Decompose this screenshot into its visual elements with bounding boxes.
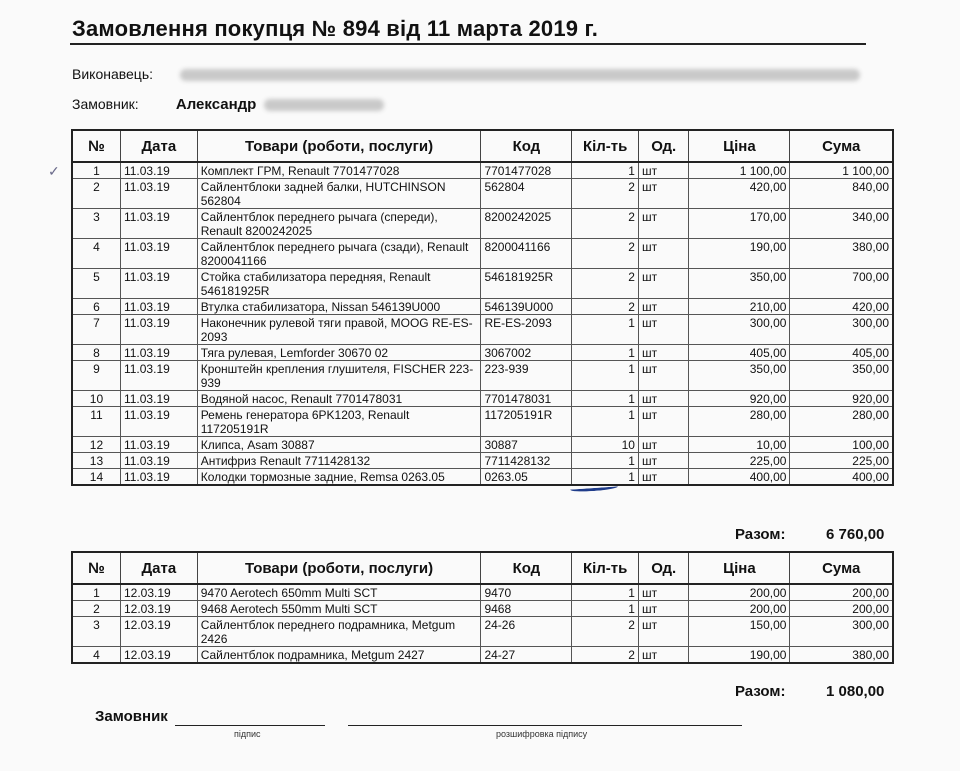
items-table-1	[71, 129, 894, 486]
cell-price: 400,00	[689, 469, 790, 486]
cell-goods: Сайлентблок переднего подрамника, Metgum 2426	[197, 617, 481, 647]
cell-price: 350,00	[689, 361, 790, 391]
col-header-unit: Од.	[638, 552, 688, 584]
cell-date: 12.03.19	[120, 647, 197, 664]
cell-sum: 420,00	[790, 299, 893, 315]
table-row	[72, 453, 893, 469]
cell-price: 920,00	[689, 391, 790, 407]
cell-date: 11.03.19	[120, 469, 197, 486]
cell-sum: 340,00	[790, 209, 893, 239]
cell-qty: 2	[572, 617, 639, 647]
cell-price: 405,00	[689, 345, 790, 361]
cell-unit: шт	[638, 647, 688, 664]
col-header-qty: Кіл-ть	[572, 552, 639, 584]
table-row	[72, 179, 893, 209]
cell-date: 11.03.19	[120, 407, 197, 437]
cell-unit: шт	[638, 453, 688, 469]
cell-unit: шт	[638, 315, 688, 345]
cell-unit: шт	[638, 361, 688, 391]
table-row	[72, 617, 893, 647]
table-row	[72, 162, 893, 179]
cell-code: 9470	[481, 584, 572, 601]
cell-no: 4	[72, 647, 120, 664]
customer-name: Александр	[175, 96, 257, 113]
cell-sum: 280,00	[790, 407, 893, 437]
cell-goods: Втулка стабилизатора, Nissan 546139U000	[197, 299, 481, 315]
cell-code: 24-27	[481, 647, 572, 664]
cell-goods: Комплект ГРМ, Renault 7701477028	[197, 162, 481, 179]
col-header-goods: Товари (роботи, послуги)	[197, 552, 481, 584]
col-header-date: Дата	[120, 130, 197, 162]
cell-sum: 400,00	[790, 469, 893, 486]
cell-qty: 2	[572, 647, 639, 664]
total-value-2: 1 080,00	[826, 683, 885, 700]
table-row	[72, 361, 893, 391]
cell-code: 546139U000	[481, 299, 572, 315]
cell-qty: 2	[572, 239, 639, 269]
cell-date: 11.03.19	[120, 453, 197, 469]
cell-unit: шт	[638, 469, 688, 486]
cell-unit: шт	[638, 407, 688, 437]
cell-price: 225,00	[689, 453, 790, 469]
cell-price: 210,00	[689, 299, 790, 315]
header-row	[72, 552, 893, 584]
cell-no: 6	[72, 299, 120, 315]
cell-no: 5	[72, 269, 120, 299]
document-title: Замовлення покупця № 894 від 11 марта 2019 г.	[72, 16, 599, 41]
cell-unit: шт	[638, 179, 688, 209]
cell-price: 1 100,00	[689, 162, 790, 179]
cell-sum: 380,00	[790, 647, 893, 664]
cell-unit: шт	[638, 601, 688, 617]
customer-redacted	[264, 99, 384, 111]
cell-date: 11.03.19	[120, 315, 197, 345]
cell-date: 12.03.19	[120, 601, 197, 617]
cell-qty: 1	[572, 345, 639, 361]
cell-date: 11.03.19	[120, 391, 197, 407]
signature-decode-caption: розшифровка підпису	[496, 729, 588, 739]
cell-sum: 700,00	[790, 269, 893, 299]
cell-code: 546181925R	[481, 269, 572, 299]
cell-qty: 1	[572, 162, 639, 179]
cell-qty: 1	[572, 469, 639, 486]
table-row	[72, 269, 893, 299]
cell-sum: 200,00	[790, 601, 893, 617]
cell-price: 420,00	[689, 179, 790, 209]
cell-price: 350,00	[689, 269, 790, 299]
cell-goods: Наконечник рулевой тяги правой, MOOG RE-ES-2093	[197, 315, 481, 345]
cell-code: RE-ES-2093	[481, 315, 572, 345]
handwritten-tick: ✓	[48, 163, 60, 179]
cell-qty: 1	[572, 361, 639, 391]
cell-goods: Колодки тормозные задние, Remsa 0263.05	[197, 469, 481, 486]
cell-qty: 1	[572, 584, 639, 601]
cell-qty: 1	[572, 407, 639, 437]
cell-sum: 405,00	[790, 345, 893, 361]
cell-goods: Сайлентблок переднего рычага (спереди), Renault 8200242025	[197, 209, 481, 239]
cell-no: 3	[72, 617, 120, 647]
cell-goods: Тяга рулевая, Lemforder 30670 02	[197, 345, 481, 361]
customer-label: Замовник:	[72, 96, 139, 112]
col-header-goods: Товари (роботи, послуги)	[197, 130, 481, 162]
cell-date: 11.03.19	[120, 162, 197, 179]
cell-qty: 2	[572, 269, 639, 299]
cell-date: 11.03.19	[120, 437, 197, 453]
executor-row	[72, 66, 860, 82]
table-row	[72, 209, 893, 239]
cell-code: 7701478031	[481, 391, 572, 407]
items-table-2	[71, 551, 894, 664]
cell-unit: шт	[638, 269, 688, 299]
cell-date: 11.03.19	[120, 209, 197, 239]
cell-code: 24-26	[481, 617, 572, 647]
total-value-1: 6 760,00	[826, 526, 885, 543]
cell-code: 3067002	[481, 345, 572, 361]
cell-code: 562804	[481, 179, 572, 209]
cell-qty: 10	[572, 437, 639, 453]
table-row	[72, 601, 893, 617]
cell-no: 14	[72, 469, 120, 486]
col-header-code: Код	[481, 552, 572, 584]
cell-sum: 100,00	[790, 437, 893, 453]
cell-sum: 920,00	[790, 391, 893, 407]
cell-unit: шт	[638, 617, 688, 647]
cell-date: 11.03.19	[120, 179, 197, 209]
cell-date: 11.03.19	[120, 361, 197, 391]
cell-sum: 300,00	[790, 617, 893, 647]
cell-price: 200,00	[689, 601, 790, 617]
cell-no: 1	[72, 162, 120, 179]
title-underline	[70, 43, 866, 45]
cell-qty: 2	[572, 209, 639, 239]
cell-unit: шт	[638, 239, 688, 269]
cell-unit: шт	[638, 162, 688, 179]
cell-code: 0263.05	[481, 469, 572, 486]
cell-date: 11.03.19	[120, 239, 197, 269]
cell-no: 10	[72, 391, 120, 407]
table-row	[72, 437, 893, 453]
cell-unit: шт	[638, 391, 688, 407]
cell-unit: шт	[638, 209, 688, 239]
cell-code: 30887	[481, 437, 572, 453]
cell-sum: 380,00	[790, 239, 893, 269]
cell-no: 2	[72, 601, 120, 617]
cell-no: 9	[72, 361, 120, 391]
col-header-price: Ціна	[689, 552, 790, 584]
total-label-2: Разом:	[735, 683, 786, 700]
cell-price: 150,00	[689, 617, 790, 647]
cell-code: 8200242025	[481, 209, 572, 239]
cell-price: 190,00	[689, 239, 790, 269]
cell-no: 1	[72, 584, 120, 601]
cell-goods: Клипса, Asam 30887	[197, 437, 481, 453]
col-header-no: №	[72, 130, 120, 162]
cell-goods: Кронштейн крепления глушителя, FISCHER 223-939	[197, 361, 481, 391]
cell-sum: 225,00	[790, 453, 893, 469]
cell-no: 12	[72, 437, 120, 453]
cell-no: 4	[72, 239, 120, 269]
table-row	[72, 647, 893, 664]
cell-qty: 1	[572, 315, 639, 345]
cell-sum: 200,00	[790, 584, 893, 601]
cell-no: 7	[72, 315, 120, 345]
cell-unit: шт	[638, 345, 688, 361]
cell-no: 3	[72, 209, 120, 239]
col-header-date: Дата	[120, 552, 197, 584]
cell-date: 11.03.19	[120, 269, 197, 299]
table-row	[72, 315, 893, 345]
signature-label: Замовник	[95, 708, 168, 725]
cell-goods: Сайлентблок переднего рычага (сзади), Renault 8200041166	[197, 239, 481, 269]
cell-sum: 840,00	[790, 179, 893, 209]
cell-date: 11.03.19	[120, 345, 197, 361]
signature-line	[175, 725, 325, 726]
cell-price: 190,00	[689, 647, 790, 664]
cell-sum: 350,00	[790, 361, 893, 391]
cell-no: 8	[72, 345, 120, 361]
cell-date: 12.03.19	[120, 584, 197, 601]
cell-goods: Ремень генератора 6PK1203, Renault 117205191R	[197, 407, 481, 437]
table-row	[72, 469, 893, 486]
cell-sum: 300,00	[790, 315, 893, 345]
col-header-price: Ціна	[689, 130, 790, 162]
col-header-sum: Сума	[790, 130, 893, 162]
cell-price: 300,00	[689, 315, 790, 345]
cell-no: 13	[72, 453, 120, 469]
cell-date: 12.03.19	[120, 617, 197, 647]
col-header-unit: Од.	[638, 130, 688, 162]
col-header-qty: Кіл-ть	[572, 130, 639, 162]
table-row	[72, 239, 893, 269]
header-row	[72, 130, 893, 162]
cell-qty: 1	[572, 453, 639, 469]
table-row	[72, 391, 893, 407]
cell-date: 11.03.19	[120, 299, 197, 315]
cell-goods: Сайлентблок подрамника, Metgum 2427	[197, 647, 481, 664]
col-header-no: №	[72, 552, 120, 584]
cell-goods: Стойка стабилизатора передняя, Renault 546181925R	[197, 269, 481, 299]
cell-price: 200,00	[689, 584, 790, 601]
customer-row	[72, 96, 384, 113]
table-row	[72, 584, 893, 601]
cell-unit: шт	[638, 299, 688, 315]
cell-goods: Сайлентблоки задней балки, HUTCHINSON 562804	[197, 179, 481, 209]
cell-unit: шт	[638, 437, 688, 453]
table-row	[72, 299, 893, 315]
cell-goods: 9470 Aerotech 650mm Multi SCT	[197, 584, 481, 601]
cell-code: 117205191R	[481, 407, 572, 437]
cell-code: 223-939	[481, 361, 572, 391]
signature-caption: підпис	[234, 729, 261, 739]
cell-price: 170,00	[689, 209, 790, 239]
cell-no: 11	[72, 407, 120, 437]
cell-code: 8200041166	[481, 239, 572, 269]
cell-sum: 1 100,00	[790, 162, 893, 179]
cell-goods: Антифриз Renault 7711428132	[197, 453, 481, 469]
col-header-sum: Сума	[790, 552, 893, 584]
cell-unit: шт	[638, 584, 688, 601]
table-row	[72, 407, 893, 437]
total-label-1: Разом:	[735, 526, 786, 543]
cell-qty: 2	[572, 299, 639, 315]
cell-qty: 1	[572, 391, 639, 407]
cell-qty: 1	[572, 601, 639, 617]
cell-no: 2	[72, 179, 120, 209]
table-row	[72, 345, 893, 361]
cell-qty: 2	[572, 179, 639, 209]
cell-code: 9468	[481, 601, 572, 617]
cell-price: 280,00	[689, 407, 790, 437]
signature-decode-line	[348, 725, 742, 726]
executor-label: Виконавець:	[72, 66, 154, 82]
cell-code: 7701477028	[481, 162, 572, 179]
col-header-code: Код	[481, 130, 572, 162]
cell-goods: Водяной насос, Renault 7701478031	[197, 391, 481, 407]
cell-code: 7711428132	[481, 453, 572, 469]
cell-goods: 9468 Aerotech 550mm Multi SCT	[197, 601, 481, 617]
executor-redacted	[180, 69, 860, 81]
cell-price: 10,00	[689, 437, 790, 453]
